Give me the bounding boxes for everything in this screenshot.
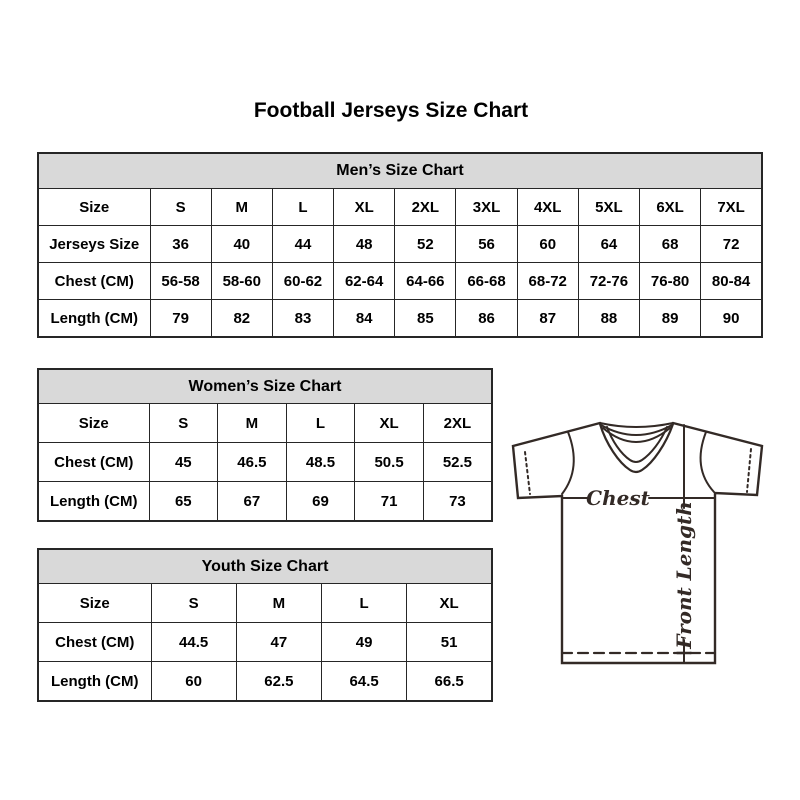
data-cell: 3XL [456, 189, 517, 226]
vneck-collar [600, 423, 673, 472]
data-cell: M [218, 404, 287, 443]
data-cell: 5XL [578, 189, 639, 226]
row-header-cell: Jerseys Size [38, 226, 150, 263]
data-cell: 46.5 [218, 443, 287, 482]
jersey-diagram [500, 388, 800, 704]
data-cell: M [236, 584, 321, 623]
data-cell: 72 [701, 226, 762, 263]
data-cell: 60 [151, 662, 236, 702]
table-title-row [38, 369, 492, 404]
data-cell: 2XL [395, 189, 456, 226]
row-header-cell: Chest (CM) [38, 443, 149, 482]
data-cell: XL [334, 189, 395, 226]
data-cell: S [149, 404, 218, 443]
data-cell: 58-60 [211, 263, 272, 300]
data-cell: XL [355, 404, 424, 443]
youth-size-table [37, 548, 493, 702]
data-cell: 72-76 [578, 263, 639, 300]
data-cell: 52 [395, 226, 456, 263]
table-row [38, 443, 492, 482]
data-cell: 85 [395, 300, 456, 338]
table-title-row [38, 549, 492, 584]
row-header-cell: Chest (CM) [38, 263, 150, 300]
data-cell: 60-62 [272, 263, 333, 300]
data-cell: 2XL [423, 404, 492, 443]
data-cell: 65 [149, 482, 218, 522]
data-cell: 40 [211, 226, 272, 263]
jersey-outline [513, 423, 762, 663]
data-cell: 71 [355, 482, 424, 522]
data-cell: L [272, 189, 333, 226]
data-cell: 66-68 [456, 263, 517, 300]
youth-table-body [38, 584, 492, 702]
data-cell: 87 [517, 300, 578, 338]
row-header-cell: Size [38, 404, 149, 443]
table-row [38, 300, 762, 338]
data-cell: 45 [149, 443, 218, 482]
row-header-cell: Length (CM) [38, 300, 150, 338]
row-header-cell: Length (CM) [38, 662, 151, 702]
data-cell: 36 [150, 226, 211, 263]
data-cell: 90 [701, 300, 762, 338]
data-cell: 67 [218, 482, 287, 522]
data-cell: 84 [334, 300, 395, 338]
table-row [38, 263, 762, 300]
data-cell: 68 [640, 226, 701, 263]
data-cell: 69 [286, 482, 355, 522]
table-row [38, 226, 762, 263]
table-row [38, 189, 762, 226]
row-header-cell: Size [38, 584, 151, 623]
data-cell: S [151, 584, 236, 623]
data-cell: 48 [334, 226, 395, 263]
data-cell: 89 [640, 300, 701, 338]
data-cell: 44.5 [151, 623, 236, 662]
data-cell: 4XL [517, 189, 578, 226]
mens-table-title: Men’s Size Chart [38, 153, 762, 189]
data-cell: L [286, 404, 355, 443]
womens-size-table [37, 368, 493, 522]
data-cell: 64.5 [322, 662, 407, 702]
data-cell: M [211, 189, 272, 226]
data-cell: 6XL [640, 189, 701, 226]
data-cell: 48.5 [286, 443, 355, 482]
data-cell: L [322, 584, 407, 623]
data-cell: 73 [423, 482, 492, 522]
table-title-row [38, 153, 762, 189]
data-cell: 88 [578, 300, 639, 338]
data-cell: 68-72 [517, 263, 578, 300]
youth-table-title: Youth Size Chart [38, 549, 492, 584]
chest-label: Chest [586, 486, 650, 510]
data-cell: 56-58 [150, 263, 211, 300]
data-cell: 47 [236, 623, 321, 662]
data-cell: 86 [456, 300, 517, 338]
page-title: Football Jerseys Size Chart [253, 99, 529, 122]
row-header-cell: Chest (CM) [38, 623, 151, 662]
data-cell: 79 [150, 300, 211, 338]
data-cell: 83 [272, 300, 333, 338]
data-cell: 7XL [701, 189, 762, 226]
right-armhole-seam [701, 432, 714, 492]
data-cell: 64 [578, 226, 639, 263]
right-cuff-dashed-line [747, 449, 751, 492]
data-cell: 80-84 [701, 263, 762, 300]
data-cell: 51 [407, 623, 492, 662]
data-cell: 49 [322, 623, 407, 662]
mens-table-body [38, 189, 762, 338]
table-row [38, 662, 492, 702]
table-row [38, 623, 492, 662]
data-cell: 64-66 [395, 263, 456, 300]
row-header-cell: Size [38, 189, 150, 226]
data-cell: 60 [517, 226, 578, 263]
data-cell: 82 [211, 300, 272, 338]
left-armhole-seam [562, 432, 574, 494]
front-length-label: Front Length [672, 501, 696, 649]
data-cell: 62-64 [334, 263, 395, 300]
data-cell: 44 [272, 226, 333, 263]
data-cell: 50.5 [355, 443, 424, 482]
womens-table-title: Women’s Size Chart [38, 369, 492, 404]
data-cell: XL [407, 584, 492, 623]
row-header-cell: Length (CM) [38, 482, 149, 522]
mens-size-table [37, 152, 763, 338]
table-row [38, 404, 492, 443]
data-cell: 56 [456, 226, 517, 263]
data-cell: 62.5 [236, 662, 321, 702]
left-cuff-dashed-line [525, 452, 530, 494]
table-row [38, 482, 492, 522]
data-cell: 76-80 [640, 263, 701, 300]
data-cell: S [150, 189, 211, 226]
data-cell: 52.5 [423, 443, 492, 482]
table-row [38, 584, 492, 623]
data-cell: 66.5 [407, 662, 492, 702]
womens-table-body [38, 404, 492, 522]
